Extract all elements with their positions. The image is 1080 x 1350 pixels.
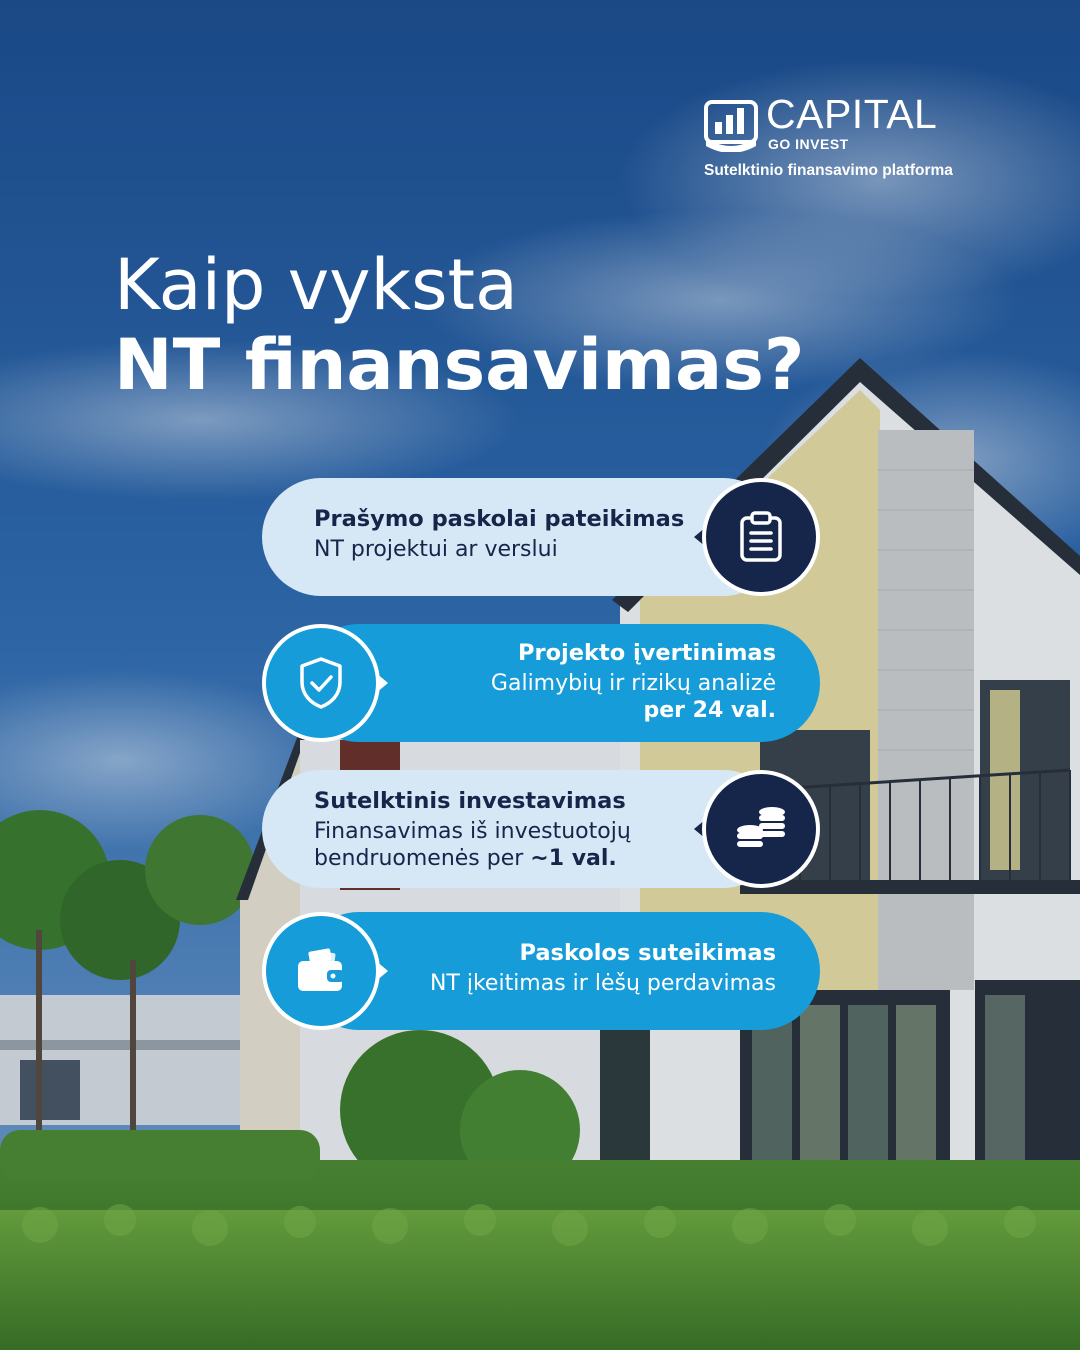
step-4-desc: NT įkeitimas ir lėšų perdavimas: [429, 971, 776, 996]
wallet-icon: [295, 948, 347, 994]
step-2-title: Projekto įvertinimas: [518, 640, 776, 666]
headline: [114, 246, 804, 406]
step-1-title: Prašymo paskolai pateikimas: [314, 506, 685, 532]
coins-icon: [734, 806, 788, 852]
step-2-badge: [262, 624, 380, 742]
brand-sub: GO INVEST: [768, 136, 849, 152]
step-2-desc-bold: per 24 val.: [643, 698, 776, 724]
brand-tagline: Sutelktinio finansavimo platforma: [704, 162, 953, 179]
step-2-desc: Galimybių ir rizikų analizė: [490, 671, 776, 696]
step-2-notch: [376, 673, 388, 693]
step-3-desc-2: bendruomenės per: [314, 846, 531, 872]
step-2-desc-bold-line: [491, 697, 776, 724]
step-1-badge: [702, 478, 820, 596]
step-3-desc-line-2: [314, 845, 631, 872]
step-4-title: Paskolos suteikimas: [519, 940, 776, 966]
step-3-desc: Finansavimas iš investuotojų: [314, 819, 631, 844]
headline-line-1: Kaip vyksta: [114, 244, 518, 326]
step-3-desc-2-bold: ~1 val.: [530, 846, 617, 872]
step-3-title: Sutelktinis investavimas: [314, 788, 626, 814]
brand-name: CAPITAL: [766, 91, 938, 137]
shield-check-icon: [297, 656, 345, 710]
clipboard-icon: [738, 511, 784, 563]
step-1-desc: NT projektui ar verslui: [314, 537, 558, 562]
headline-line-2: NT finansavimas?: [114, 323, 805, 406]
step-3-badge: [702, 770, 820, 888]
logo-chart-icon: [704, 100, 758, 152]
brand-logo[interactable]: [704, 91, 994, 188]
step-4-notch: [376, 961, 388, 981]
step-4-badge: [262, 912, 380, 1030]
